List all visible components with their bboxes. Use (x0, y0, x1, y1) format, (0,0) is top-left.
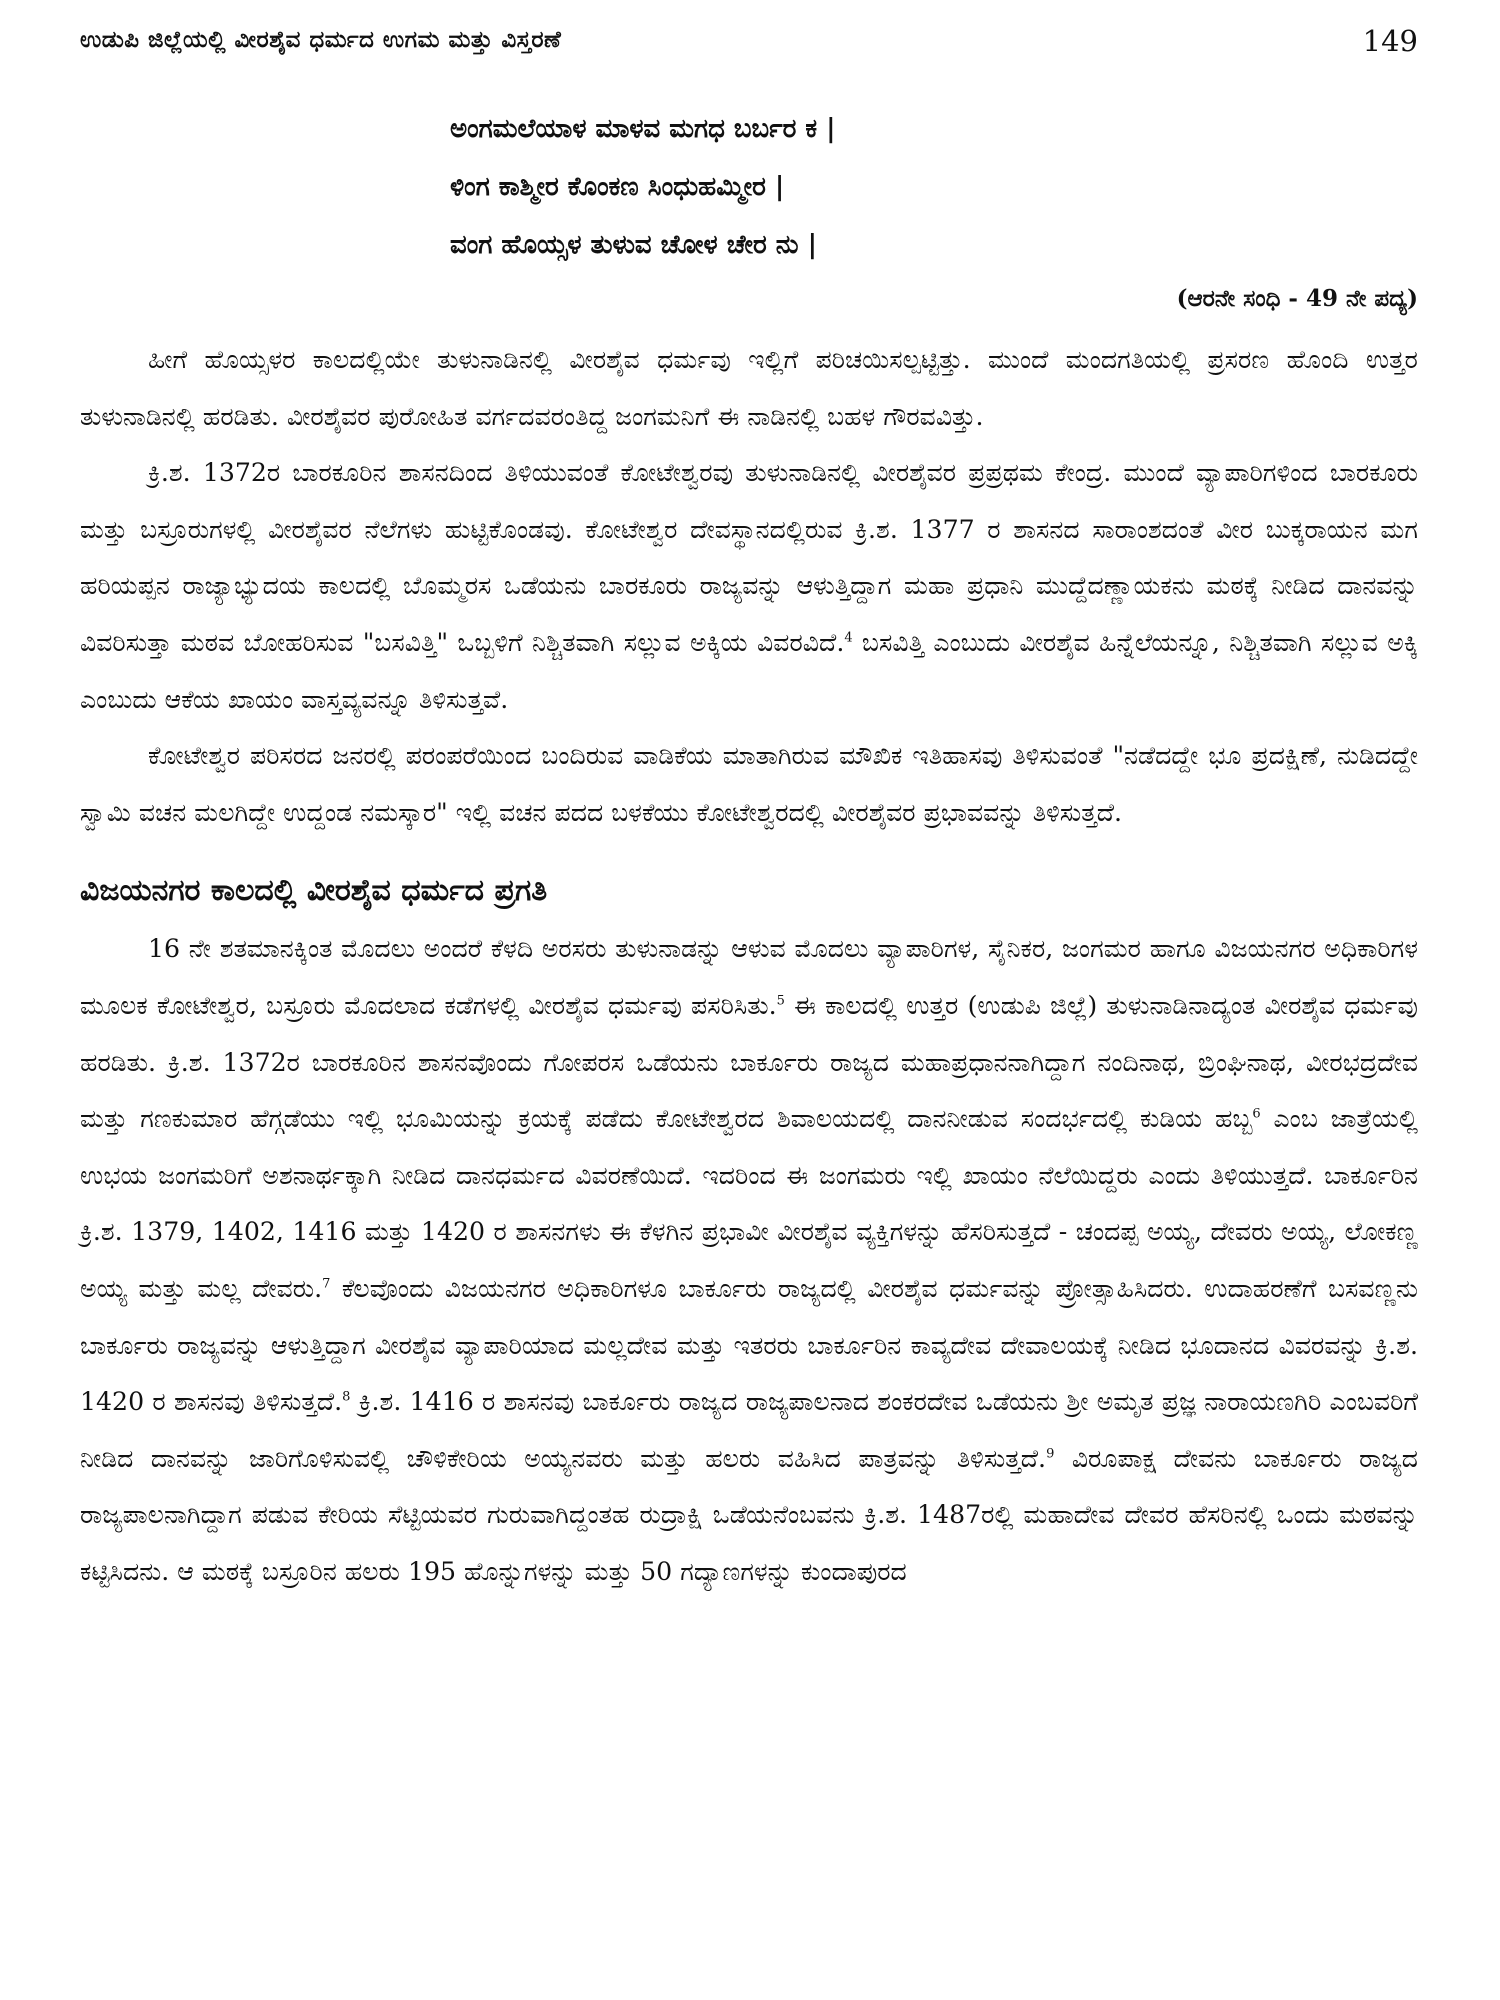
verse-line: ಅಂಗಮಲೆಯಾಳ ಮಾಳವ ಮಗಧ ಬರ್ಬರ ಕ | (450, 114, 836, 144)
section-heading: ವಿಜಯನಗರ ಕಾಲದಲ್ಲಿ ವೀರಶೈವ ಧರ್ಮದ ಪ್ರಗತಿ (80, 873, 548, 909)
verse-block (450, 100, 836, 274)
text-run: 16 ನೇ ಶತಮಾನಕ್ಕಿಂತ ಮೊದಲು ಅಂದರೆ ಕೆಳದಿ ಅರಸರು ತುಳುನಾಡನ್ನು ಆಳುವ ಮೊದಲು ವ್ಯಾಪಾರಿಗಳ, ಸೈನಿಕರ, ಜಂಗಮರ ಹಾಗೂ ವಿಜಯನಗರ ಅಧಿಕಾರಿಗಳ ಮೂಲಕ ಕೋಟೇಶ್ವರ, ಬಸ್ರೂರು ಮೊದಲಾದ ಕಡೆಗಳಲ್ಲಿ ವೀರಶೈವ ಧರ್ಮವು ಪಸರಿಸಿತು. (80, 934, 1418, 1020)
text-run: ಕೆಲವೊಂದು ವಿಜಯನಗರ ಅಧಿಕಾರಿಗಳೂ ಬಾರ್ಕೂರು ರಾಜ್ಯದಲ್ಲಿ ವೀರಶೈವ ಧರ್ಮವನ್ನು ಪ್ರೋತ್ಸಾಹಿಸಿದರು. ಉದಾಹರಣೆಗೆ ಬಸವಣ್ಣನು ಬಾರ್ಕೂರು ರಾಜ್ಯವನ್ನು ಆಳುತ್ತಿದ್ದಾಗ ವೀರಶೈವ ವ್ಯಾಪಾರಿಯಾದ ಮಲ್ಲದೇವ ಮತ್ತು ಇತರರು ಬಾರ್ಕೂರಿನ ಕಾವ್ಯದೇವ ದೇವಾಲಯಕ್ಕೆ ನೀಡಿದ ಭೂದಾನದ ವಿವರವನ್ನು ಕ್ರಿ.ಶ. 1420 ರ ಶಾಸನವು ತಿಳಿಸುತ್ತದೆ. (80, 1273, 1418, 1417)
page-number: 149 (1362, 24, 1418, 58)
text-run: ಈ ಕಾಲದಲ್ಲಿ ಉತ್ತರ (ಉಡುಪಿ ಜಿಲ್ಲೆ) ತುಳುನಾಡಿನಾದ್ಯಂತ ವೀರಶೈವ ಧರ್ಮವು ಹರಡಿತು. ಕ್ರಿ.ಶ. 1372ರ ಬಾರಕೂರಿನ ಶಾಸನವೊಂದು ಗೋಪರಸ ಒಡೆಯನು ಬಾರ್ಕೂರು ರಾಜ್ಯದ ಮಹಾಪ್ರಧಾನನಾಗಿದ್ದಾಗ ನಂದಿನಾಥ, ಬ್ರಿಂಘಿನಾಥ, ವೀರಭದ್ರದೇವ ಮತ್ತು ಗಣಕುಮಾರ ಹೆಗ್ಗಡೆಯು ಇಲ್ಲಿ ಭೂಮಿಯನ್ನು ಕ್ರಯಕ್ಕೆ ಪಡೆದು ಕೋಟೇಶ್ವರದ ಶಿವಾಲಯದಲ್ಲಿ ದಾನನೀಡುವ ಸಂದರ್ಭದಲ್ಲಿ ಕುಡಿಯ ಹಬ್ಬ (80, 990, 1418, 1134)
text-run: ಎಂಬ ಜಾತ್ರೆಯಲ್ಲಿ ಉಭಯ ಜಂಗಮರಿಗೆ ಅಶನಾರ್ಥಕ್ಕಾಗಿ ನೀಡಿದ ದಾನಧರ್ಮದ ವಿವರಣೆಯಿದೆ. ಇದರಿಂದ ಈ ಜಂಗಮರು ಇಲ್ಲಿ ಖಾಯಂ ನೆಲೆಯಿದ್ದರು ಎಂದು ತಿಳಿಯುತ್ತದೆ. ಬಾರ್ಕೂರಿನ ಕ್ರಿ.ಶ. 1379, 1402, 1416 ಮತ್ತು 1420 ರ ಶಾಸನಗಳು ಈ ಕೆಳಗಿನ ಪ್ರಭಾವೀ ವೀರಶೈವ ವ್ಯಕ್ತಿಗಳನ್ನು ಹೆಸರಿಸುತ್ತದೆ - ಚಂದಪ್ಪ ಅಯ್ಯ, ದೇವರು ಅಯ್ಯ, ಲೋಕಣ್ಣ ಅಯ್ಯ ಮತ್ತು ಮಲ್ಲ ದೇವರು. (80, 1104, 1418, 1303)
footnote-marker: 5 (776, 993, 785, 1009)
body-text (80, 332, 1418, 1600)
verse-line: ಳಿಂಗ ಕಾಶ್ಮೀರ ಕೊಂಕಣ ಸಿಂಧುಹಮ್ಮೀರ | (450, 172, 785, 202)
verse-source: (ಆರನೇ ಸಂಧಿ - 49 ನೇ ಪದ್ಯ) (1176, 285, 1418, 312)
text-run: ವಿರೂಪಾಕ್ಷ ದೇವನು ಬಾರ್ಕೂರು ರಾಜ್ಯದ ರಾಜ್ಯಪಾಲನಾಗಿದ್ದಾಗ ಪಡುವ ಕೇರಿಯ ಸೆಟ್ಟಿಯವರ ಗುರುವಾಗಿದ್ದಂತಹ ರುದ್ರಾಕ್ಷಿ ಒಡೆಯನೆಂಬವನು ಕ್ರಿ.ಶ. 1487ರಲ್ಲಿ ಮಹಾದೇವ ದೇವರ ಹೆಸರಿನಲ್ಲಿ ಒಂದು ಮಠವನ್ನು ಕಟ್ಟಿಸಿದನು. ಆ ಮಠಕ್ಕೆ ಬಸ್ರೂರಿನ ಹಲರು 195 ಹೊನ್ನುಗಳನ್ನು ಮತ್ತು 50 ಗದ್ಯಾಣಗಳನ್ನು ಕುಂದಾಪುರದ (80, 1443, 1418, 1586)
paragraph: ಕ್ರಿ.ಶ. 1372ರ ಬಾರಕೂರಿನ ಶಾಸನದಿಂದ ತಿಳಿಯುವಂತೆ ಕೋಟೇಶ್ವರವು ತುಳುನಾಡಿನಲ್ಲಿ ವೀರಶೈವರ ಪ್ರಪ್ರಥಮ ಕೇಂದ್ರ. ಮುಂದೆ ವ್ಯಾಪಾರಿಗಳಿಂದ ಬಾರಕೂರು ಮತ್ತು ಬಸ್ರೂರುಗಳಲ್ಲಿ ವೀರಶೈವರ ನೆಲೆಗಳು ಹುಟ್ಟಿಕೊಂಡವು. ಕೋಟೇಶ್ವರ ದೇವಸ್ಥಾನದಲ್ಲಿರುವ ಕ್ರಿ.ಶ. 1377 ರ ಶಾಸನದ ಸಾರಾಂಶದಂತೆ ವೀರ ಬುಕ್ಕರಾಯನ ಮಗ ಹರಿಯಪ್ಪನ ರಾಜ್ಯಾಭ್ಯುದಯ ಕಾಲದಲ್ಲಿ ಬೊಮ್ಮರಸ ಒಡೆಯನು ಬಾರಕೂರು ರಾಜ್ಯವನ್ನು ಆಳುತ್ತಿದ್ದಾಗ ಮಹಾ ಪ್ರಧಾನಿ ಮುದ್ದೆದಣ್ಣಾಯಕನು ಮಠಕ್ಕೆ ನೀಡಿದ ದಾನವನ್ನು ವಿವರಿಸುತ್ತಾ ಮಠವ ಬೋಹರಿಸುವ "ಬಸವಿತ್ತಿ" ಒಬ್ಬಳಿಗೆ ನಿಶ್ಚಿತವಾಗಿ ಸಲ್ಲುವ ಅಕ್ಕಿಯ ವಿವರವಿದೆ.$^4$ ಬಸವಿತ್ತಿ ಎಂಬುದು ವೀರಶೈವ ಹಿನ್ನೆಲೆಯನ್ನೂ, ನಿಶ್ಚಿತವಾಗಿ ಸಲ್ಲುವ ಅಕ್ಕಿ ಎಂಬುದು ಆಕೆಯ ಖಾಯಂ ವಾಸ್ತವ್ಯವನ್ನೂ ತಿಳಿಸುತ್ತವೆ. (80, 458, 1418, 714)
footnote-marker: 6 (1252, 1106, 1261, 1122)
paragraph: ಕೋಟೇಶ್ವರ ಪರಿಸರದ ಜನರಲ್ಲಿ ಪರಂಪರೆಯಿಂದ ಬಂದಿರುವ ವಾಡಿಕೆಯ ಮಾತಾಗಿರುವ ಮೌಖಿಕ ಇತಿಹಾಸವು ತಿಳಿಸುವಂತೆ "ನಡೆದದ್ದೇ ಭೂ ಪ್ರದಕ್ಷಿಣೆ, ನುಡಿದದ್ದೇ ಸ್ವಾಮಿ ವಚನ ಮಲಗಿದ್ದೇ ಉದ್ದಂಡ ನಮಸ್ಕಾರ" ಇಲ್ಲಿ ವಚನ ಪದದ ಬಳಕೆಯು ಕೋಟೇಶ್ವರದಲ್ಲಿ ವೀರಶೈವರ ಪ್ರಭಾವವನ್ನು ತಿಳಿಸುತ್ತದೆ. (80, 741, 1418, 827)
footnote-marker: 8 (342, 1389, 351, 1405)
page-header (80, 22, 1418, 72)
verse-line: ವಂಗ ಹೊಯ್ಸಳ ತುಳುವ ಚೋಳ ಚೇರ ನು | (450, 230, 818, 260)
text-run: ಕ್ರಿ.ಶ. 1416 ರ ಶಾಸನವು ಬಾರ್ಕೂರು ರಾಜ್ಯದ ರಾಜ್ಯಪಾಲನಾದ ಶಂಕರದೇವ ಒಡೆಯನು ಶ್ರೀ ಅಮೃತ ಪ್ರಜ್ಞ ನಾರಾಯಣಗಿರಿ ಎಂಬವರಿಗೆ ನೀಡಿದ ದಾನವನ್ನು ಜಾರಿಗೊಳಿಸುವಲ್ಲಿ ಚೌಳಿಕೇರಿಯ ಅಯ್ಯನವರು ಮತ್ತು ಹಲರು ವಹಿಸಿದ ಪಾತ್ರವನ್ನು ತಿಳಿಸುತ್ತದೆ. (80, 1387, 1419, 1473)
paragraph: ಹೀಗೆ ಹೊಯ್ಸಳರ ಕಾಲದಲ್ಲಿಯೇ ತುಳುನಾಡಿನಲ್ಲಿ ವೀರಶೈವ ಧರ್ಮವು ಇಲ್ಲಿಗೆ ಪರಿಚಯಿಸಲ್ಪಟ್ಟಿತ್ತು. ಮುಂದೆ ಮಂದಗತಿಯಲ್ಲಿ ಪ್ರಸರಣ ಹೊಂದಿ ಉತ್ತರ ತುಳುನಾಡಿನಲ್ಲಿ ಹರಡಿತು. ವೀರಶೈವರ ಪುರೋಹಿತ ವರ್ಗದವರಂತಿದ್ದ ಜಂಗಮನಿಗೆ ಈ ನಾಡಿನಲ್ಲಿ ಬಹಳ ಗೌರವವಿತ್ತು. (80, 345, 1418, 431)
footnote-marker: 7 (322, 1276, 331, 1292)
paragraph (80, 921, 1418, 1600)
footnote-marker: 4 (844, 630, 853, 646)
footnote-marker: 9 (1046, 1446, 1055, 1462)
running-head: ಉಡುಪಿ ಜಿಲ್ಲೆಯಲ್ಲಿ ವೀರಶೈವ ಧರ್ಮದ ಉಗಮ ಮತ್ತು ವಿಸ್ತರಣೆ (80, 26, 562, 53)
